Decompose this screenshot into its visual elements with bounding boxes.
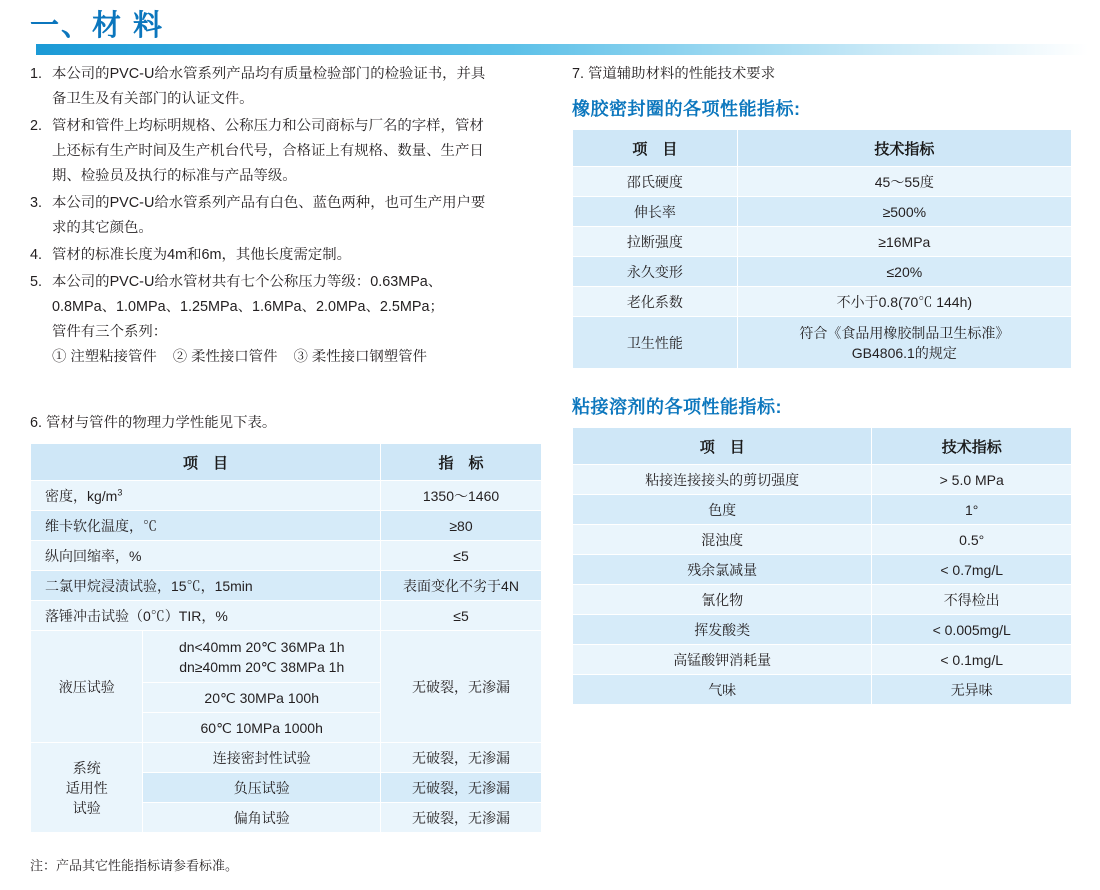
- list-item-number: 2.: [30, 118, 43, 134]
- list-item-line: 管件有三个系列：: [52, 324, 168, 340]
- list-item-number: 1.: [30, 66, 43, 82]
- physical-mechanical-table: [30, 443, 542, 833]
- cell-item: 连接密封性试验: [143, 743, 381, 773]
- cell-condition: dn<40mm 20℃ 36MPa 1h dn≥40mm 20℃ 38MPa 1h: [143, 631, 381, 683]
- column-header-value: 技术指标: [872, 428, 1072, 465]
- table-body: [573, 465, 1072, 705]
- cell-item: 邵氏硬度: [573, 167, 738, 197]
- item-7-caption: 7. 管道辅助材料的性能技术要求: [572, 66, 776, 82]
- cell-condition: 60℃ 10MPa 1000h: [143, 713, 381, 743]
- solvent-table: [572, 427, 1072, 705]
- list-item-number: 5.: [30, 274, 43, 290]
- list-item: [30, 270, 542, 370]
- cell-value: 符合《食品用橡胶制品卫生标准》 GB4806.1的规定: [737, 317, 1071, 369]
- cell-value: ≤5: [381, 601, 542, 631]
- table-row: [31, 743, 542, 773]
- seal-ring-table: [572, 129, 1072, 369]
- cell-value: ≤20%: [737, 257, 1071, 287]
- solvent-heading: 粘接溶剂的各项性能指标:: [572, 397, 782, 417]
- table-row: [573, 495, 1072, 525]
- cell-system-label: 系统 适用性 试验: [31, 743, 143, 833]
- table-header-row: [573, 428, 1072, 465]
- list-item-number: 3.: [30, 195, 43, 211]
- cell-value: 1350～1460: [381, 481, 542, 511]
- cell-value: 无破裂，无渗漏: [381, 743, 542, 773]
- cell-value: 无破裂，无渗漏: [381, 773, 542, 803]
- section-header: [0, 0, 1100, 58]
- list-item-number: 4.: [30, 247, 43, 263]
- table-body: [573, 167, 1072, 369]
- cell-item: 负压试验: [143, 773, 381, 803]
- list-item-line: 求的其它颜色。: [52, 220, 153, 236]
- table-row: [31, 571, 542, 601]
- right-column: [572, 62, 1072, 705]
- list-item-line: 0.8MPa、1.0MPa、1.25MPa、1.6MPa、2.0MPa、2.5MPa；: [52, 299, 444, 315]
- list-item-line: 本公司的PVC-U给水管系列产品均有质量检验部门的检验证书，并具: [52, 66, 486, 82]
- cell-value: ≥80: [381, 511, 542, 541]
- cell-value: < 0.1mg/L: [872, 645, 1072, 675]
- column-header-item: 项 目: [31, 444, 381, 481]
- cell-value: < 0.7mg/L: [872, 555, 1072, 585]
- cell-item: 纵向回缩率，%: [31, 541, 381, 571]
- cell-item: 二氯甲烷浸渍试验，15℃，15min: [31, 571, 381, 601]
- fitting-series-item: ② 柔性接口管件: [172, 349, 278, 365]
- cell-value: 0.5°: [872, 525, 1072, 555]
- column-header-item: 项 目: [573, 130, 738, 167]
- table-body: [31, 481, 542, 833]
- cell-value: 表面变化不劣于4N: [381, 571, 542, 601]
- table-row: [31, 631, 542, 683]
- table-row: [573, 585, 1072, 615]
- cell-item: 色度: [573, 495, 872, 525]
- cell-value: ≤5: [381, 541, 542, 571]
- item-6-caption: 6. 管材与管件的物理力学性能见下表。: [30, 415, 277, 431]
- cell-value: 不得检出: [872, 585, 1072, 615]
- column-header-value: 指 标: [381, 444, 542, 481]
- seal-ring-heading: 橡胶密封圈的各项性能指标:: [572, 99, 801, 119]
- list-item: [30, 114, 542, 189]
- table-row: [573, 227, 1072, 257]
- table-row: [573, 287, 1072, 317]
- material-requirements-list: [30, 62, 542, 370]
- cell-item: 卫生性能: [573, 317, 738, 369]
- fitting-series-item: ① 注塑粘接管件: [52, 349, 157, 365]
- table-row: [573, 555, 1072, 585]
- list-item-line: 上还标有生产时间及生产机台代号，合格证上有规格、数量、生产日: [52, 143, 484, 159]
- table-row: [31, 601, 542, 631]
- cell-item: 伸长率: [573, 197, 738, 227]
- list-item-line: 期、检验员及执行的标准与产品等级。: [52, 168, 297, 184]
- cell-result: 无破裂，无渗漏: [381, 631, 542, 743]
- cell-value: 45～55度: [737, 167, 1071, 197]
- table-row: [573, 257, 1072, 287]
- cell-value: 无异味: [872, 675, 1072, 705]
- cell-item: 残余氯减量: [573, 555, 872, 585]
- cell-value: 1°: [872, 495, 1072, 525]
- column-header-value: 技术指标: [737, 130, 1071, 167]
- cell-item: 维卡软化温度，℃: [31, 511, 381, 541]
- cell-item: 密度，$kg/m^3$: [31, 481, 381, 511]
- list-item: [30, 191, 542, 241]
- table-row: [573, 675, 1072, 705]
- table-row: [573, 525, 1072, 555]
- cell-item: 落锤冲击试验（0℃）TIR，%: [31, 601, 381, 631]
- cell-value: 不小于0.8(70℃ 144h): [737, 287, 1071, 317]
- list-item-line: 管材和管件上均标明规格、公称压力和公司商标与厂名的字样，管材: [52, 118, 484, 134]
- table-header-row: [31, 444, 542, 481]
- cell-item: 粘接连接接头的剪切强度: [573, 465, 872, 495]
- cell-condition: 20℃ 30MPa 100h: [143, 683, 381, 713]
- list-item: [30, 243, 542, 268]
- left-note: 注：产品其它性能指标请参看标准。: [30, 858, 239, 873]
- fitting-series-item: ③ 柔性接口钢塑管件: [293, 349, 427, 365]
- page-title: 一、材 料: [30, 10, 165, 42]
- physical-mechanical-table-wrap: [30, 443, 542, 833]
- header-accent-bar: [36, 44, 1088, 55]
- table-row: [573, 197, 1072, 227]
- cell-item: 偏角试验: [143, 803, 381, 833]
- cell-value: < 0.005mg/L: [872, 615, 1072, 645]
- cell-item: 混浊度: [573, 525, 872, 555]
- cell-item: 气味: [573, 675, 872, 705]
- cell-item: 氰化物: [573, 585, 872, 615]
- cell-value: ≥16MPa: [737, 227, 1071, 257]
- table-row: [573, 167, 1072, 197]
- table-row: [573, 615, 1072, 645]
- cell-value: > 5.0 MPa: [872, 465, 1072, 495]
- column-header-item: 项 目: [573, 428, 872, 465]
- list-item-line: 本公司的PVC-U给水管系列产品有白色、蓝色两种，也可生产用户要: [52, 195, 486, 211]
- list-item-line: 管材的标准长度为4m和6m，其他长度需定制。: [52, 247, 352, 263]
- table-row: [573, 317, 1072, 369]
- cell-value: 无破裂，无渗漏: [381, 803, 542, 833]
- list-item: [30, 62, 542, 112]
- cell-item: 拉断强度: [573, 227, 738, 257]
- cell-hydraulic-label: 液压试验: [31, 631, 143, 743]
- table-row: [31, 541, 542, 571]
- table-row: [573, 645, 1072, 675]
- table-row: [31, 511, 542, 541]
- seal-ring-section: [572, 97, 1072, 369]
- cell-item: 永久变形: [573, 257, 738, 287]
- cell-item: 老化系数: [573, 287, 738, 317]
- table-row: [31, 481, 542, 511]
- fitting-series-row: [52, 345, 542, 370]
- cell-value: ≥500%: [737, 197, 1071, 227]
- list-item-line: 本公司的PVC-U给水管材共有七个公称压力等级：0.63MPa、: [52, 274, 443, 290]
- list-item-line: 备卫生及有关部门的认证文件。: [52, 91, 254, 107]
- table-header-row: [573, 130, 1072, 167]
- cell-item: 挥发酸类: [573, 615, 872, 645]
- left-column: [30, 62, 542, 372]
- cell-item: 高锰酸钾消耗量: [573, 645, 872, 675]
- solvent-section: [572, 395, 1072, 705]
- table-row: [573, 465, 1072, 495]
